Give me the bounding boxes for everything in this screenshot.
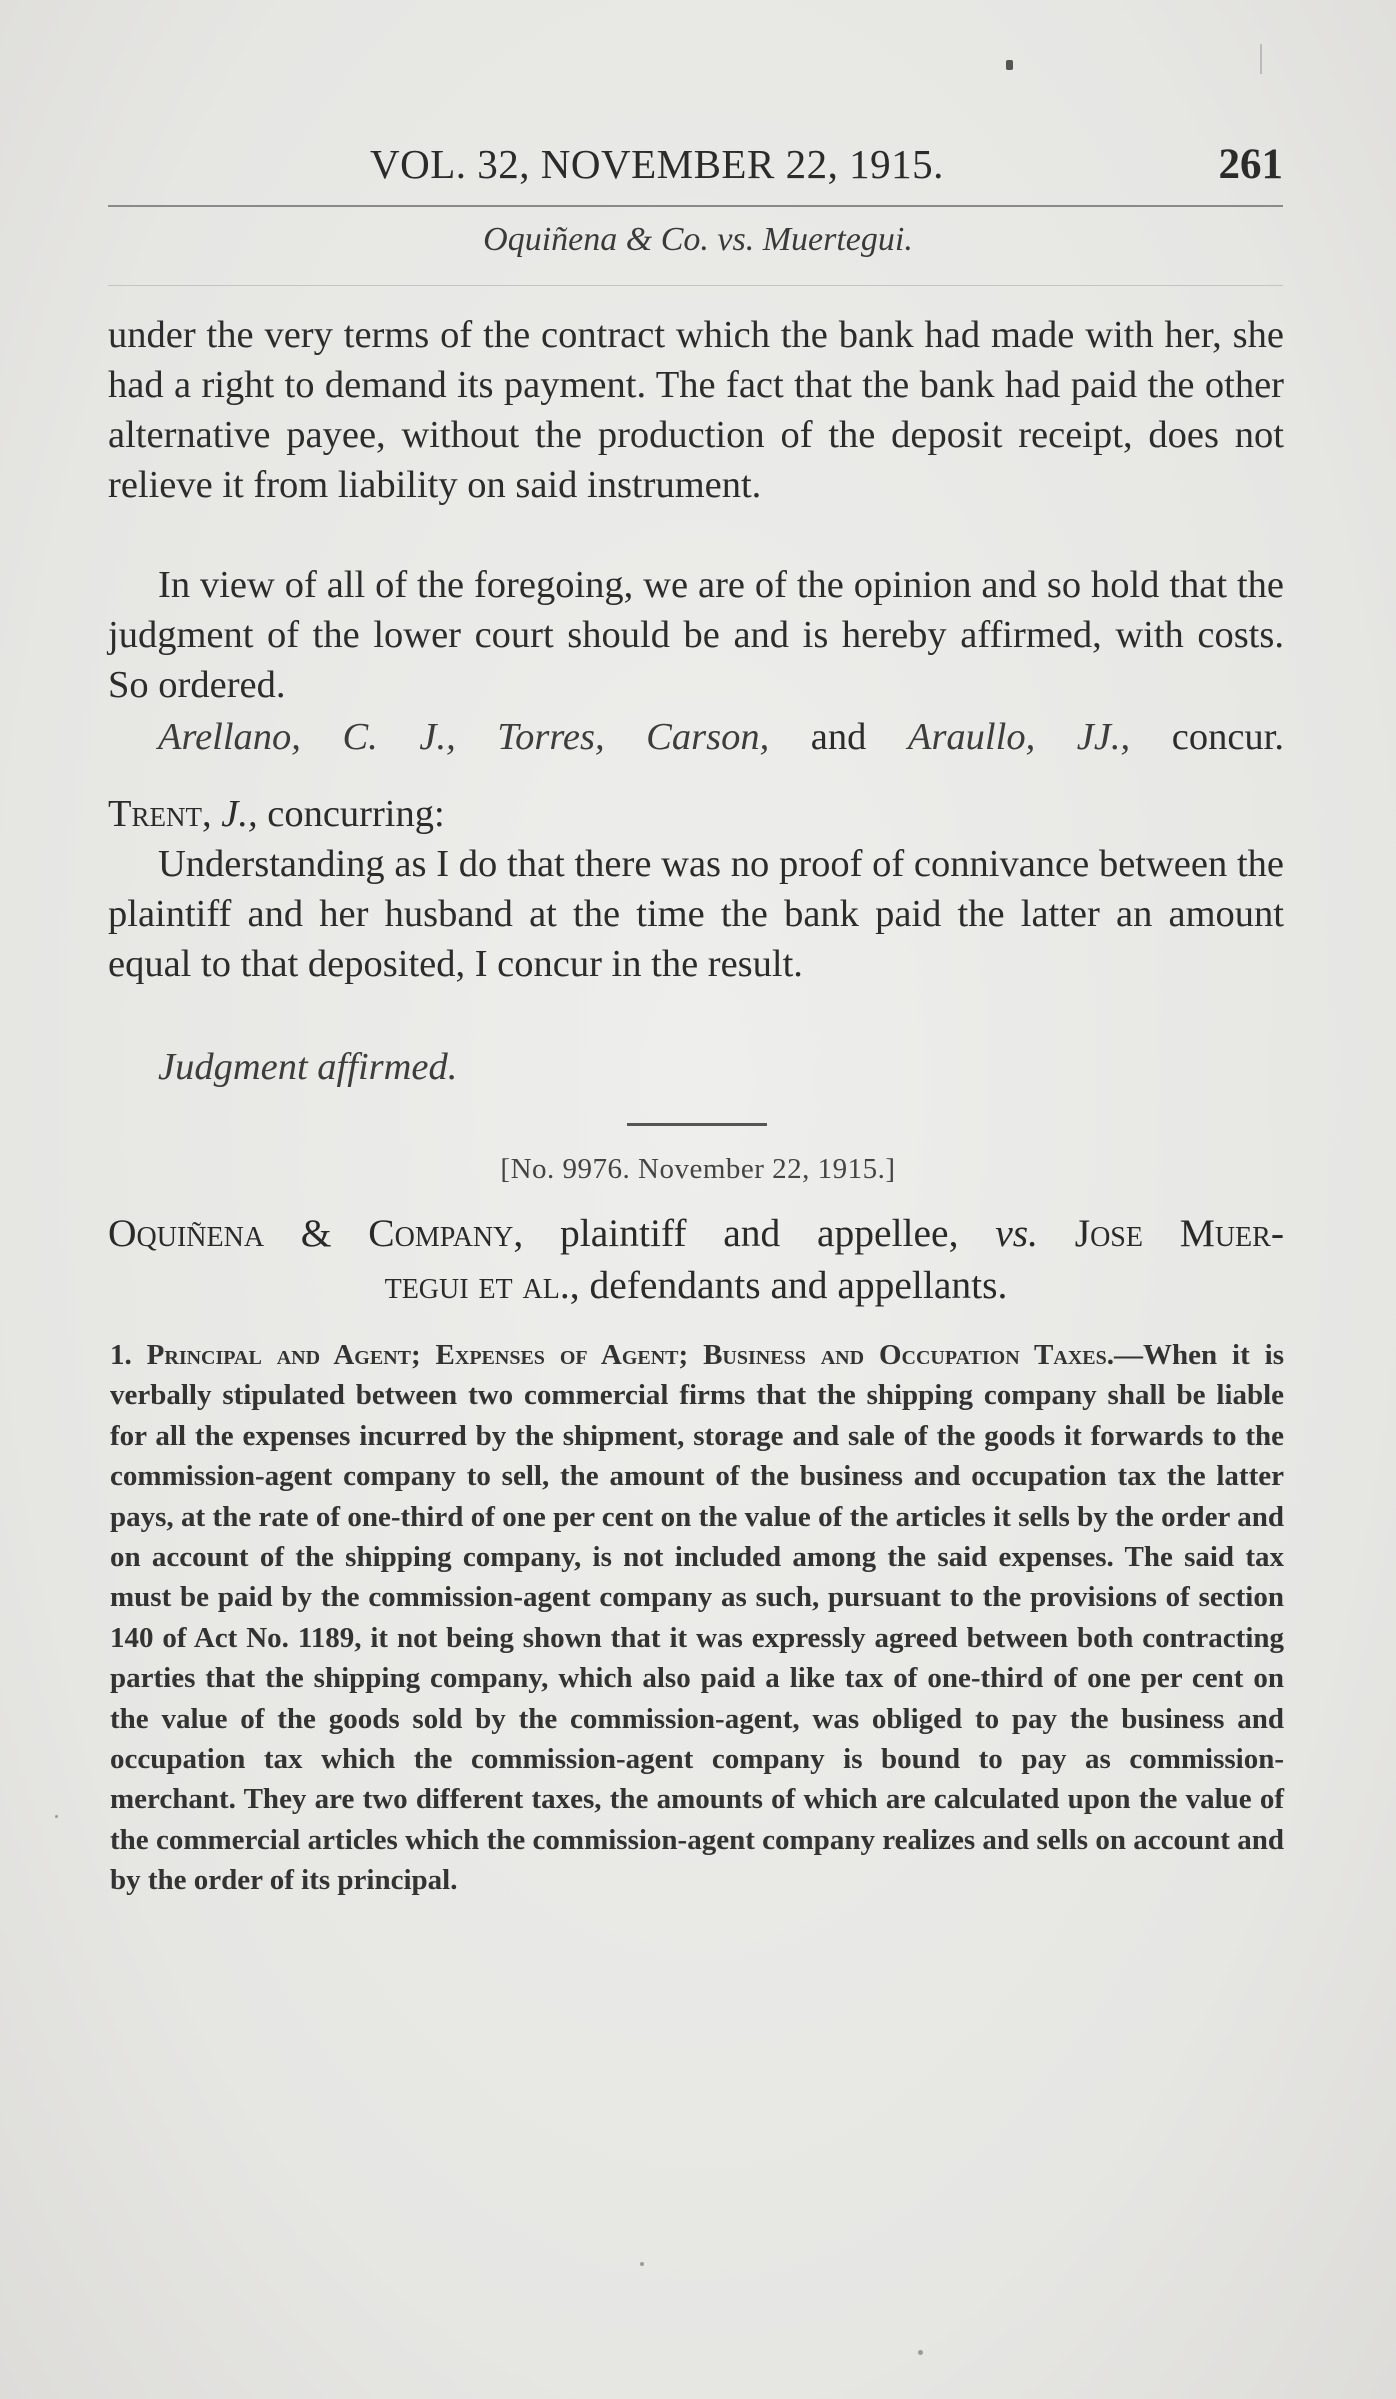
subheader-rule [108,285,1283,286]
paper-speck [918,2350,923,2355]
case-title: Oquiñena & Co. vs. Muertegui. [483,221,913,258]
trent-name: Trent [108,793,203,835]
page-header [108,140,1283,200]
case-parties [108,1207,1284,1311]
syllabus-text: —When it is verbally stipulated between two commercial firms that the shipping company shall be liable for all the expenses incurred by the shipment, storage and sale of the goods it forwards to the commission-agent company to sell, the amount of the business and occupation tax the latter pays, at the rate of one-third of one per cent on the value of the articles it sells by the order and on account of the shipping company, is not included among the said expenses. The said tax must be paid by the commission-agent company as such, pursuant to the provisions of section 140 of Act No. 1189, it not being shown that it was expressly agreed between both contracting parties that the shipping company, which also paid a like tax of one-third of one per cent on the value of the goods sold by the commission-agent, was obliged to pay the business and occupation tax which the commission-agent company is bound to pay as commission-merchant. They are two different taxes, the amounts of which are calculated upon the value of the commercial articles which the commission-agent company realizes and sells on account and by the order of its principal. [110,1339,1285,1897]
parties-line-2 [385,1263,1008,1307]
ink-dot [1006,60,1013,70]
docket-line: [No. 9976. November 22, 1915.] [500,1153,896,1185]
paper-speck [640,2262,644,2266]
parties-line-1 [108,1207,1284,1259]
page-number: 261 [1218,141,1283,188]
concur-word: concur. [1171,716,1284,758]
syllabus-heading: Principal and Agent; Expenses of Agent; Business and Occupation Taxes. [146,1339,1114,1371]
disposition-paragraph: In view of all of the foregoing, we are of the opinion and so hold that the judgment of the lower court should be and is hereby affirmed, with costs. So ordered. [108,564,1284,706]
trent-suffix: concurring: [267,793,445,835]
margin-mark [1260,44,1262,74]
defendant-name-part1: Jose Muer- [1074,1211,1284,1255]
trent-title: J., [221,793,258,835]
plaintiff-role: plaintiff and appellee, [559,1211,959,1255]
running-head: VOL. 32, NOVEMBER 22, 1915. [370,141,944,187]
judgment-line: Judgment affirmed. [158,1046,458,1088]
versus: vs. [995,1211,1038,1255]
defendant-role: defendants and appellants. [589,1263,1008,1307]
concurring-justices: Arellano, C. J., Torres, Carson, [158,716,770,758]
and-word: and [810,716,867,758]
concurrence-line [158,712,1284,762]
concurring-justice-last: Araullo, JJ., [907,716,1131,758]
header-rule [108,205,1283,207]
case-separator-rule [627,1123,767,1126]
trent-heading: Trent, J., concurring: [108,793,445,835]
trent-paragraph: Understanding as I do that there was no proof of connivance between the plaintiff and her husband at the time the bank paid the latter an amount equal to that deposited, I concur in the result. [108,843,1284,985]
plaintiff-name: Oquiñena & Company, [108,1211,524,1255]
syllabus-paragraph [110,1335,1284,1901]
defendant-name-part2: tegui et al., [384,1263,580,1307]
continuation-paragraph: under the very terms of the contract which the bank had made with her, she had a right to demand its payment. The fact that the bank had paid the other alternative payee, without the production of the deposit receipt, does not relieve it from liability on said instrument. [108,314,1284,506]
paper-speck [55,1815,58,1818]
syllabus-number: 1. [110,1339,132,1371]
